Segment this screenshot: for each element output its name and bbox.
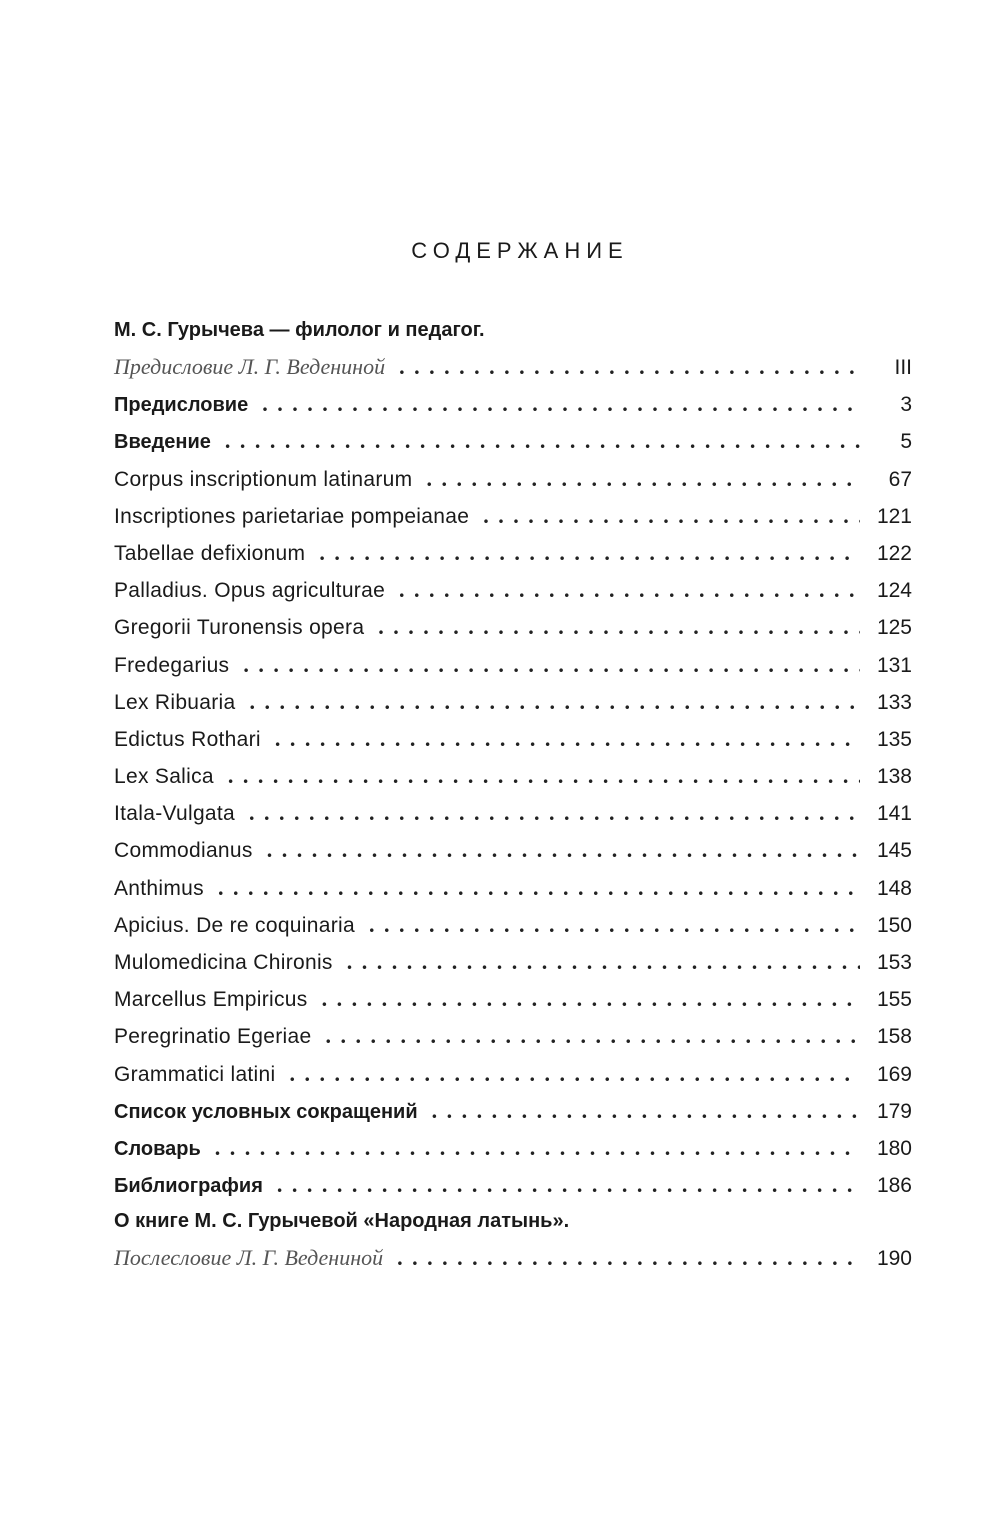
toc-entry-label: Commodianus [114, 839, 253, 863]
toc-entry[interactable] [114, 720, 912, 757]
toc-entry-label: Edictus Rothari [114, 727, 261, 751]
toc-page-number: 133 [876, 690, 912, 714]
toc-entry-label: Gregorii Turonensis opera [114, 616, 365, 640]
toc-entry[interactable] [114, 980, 912, 1017]
toc-entry[interactable] [114, 1129, 912, 1166]
dot-leader [289, 1055, 860, 1092]
toc-entry[interactable] [114, 869, 912, 906]
toc-page-number: 67 [888, 467, 912, 491]
toc-entry-label: Apicius. De re coquinaria [114, 913, 355, 937]
toc-entry[interactable] [114, 497, 912, 534]
dot-leader [243, 646, 860, 683]
dot-leader [399, 571, 860, 608]
toc-entry-label: Palladius. Opus agriculturae [114, 579, 386, 603]
dot-leader [218, 869, 860, 906]
toc-entry[interactable] [114, 571, 912, 608]
toc-entry[interactable] [114, 422, 912, 459]
toc-page-number: 141 [876, 802, 912, 826]
toc-entry-label: Lex Ribuaria [114, 690, 236, 714]
toc-page-number: 135 [876, 727, 912, 751]
dot-leader [215, 1129, 860, 1166]
toc-page-number: 131 [876, 653, 912, 677]
toc-page-number: 148 [876, 876, 912, 900]
toc-page-number: 138 [876, 765, 912, 789]
toc-entry[interactable] [114, 534, 912, 571]
toc-entry-title-line: О книге М. С. Гурычевой «Народная латынь». [114, 1210, 570, 1233]
toc-entry-afterword[interactable] [114, 1203, 912, 1276]
toc-entry[interactable] [114, 385, 912, 422]
dot-leader [277, 1166, 860, 1203]
toc-page-number: 121 [876, 504, 912, 528]
dot-leader [432, 1092, 860, 1129]
toc-entry-label: Inscriptiones parietariae pompeianae [114, 504, 470, 528]
toc-entry[interactable] [114, 1092, 912, 1129]
toc-page-number: 145 [876, 839, 912, 863]
toc-entry-label: Словарь [114, 1137, 201, 1160]
toc-page-number: 5 [900, 430, 912, 454]
toc-page-number: 180 [876, 1136, 912, 1160]
dot-leader [250, 683, 861, 720]
toc-page-number: 155 [876, 988, 912, 1012]
toc-entry[interactable] [114, 794, 912, 831]
dot-leader [378, 608, 860, 645]
dot-leader [275, 720, 860, 757]
toc-entry[interactable] [114, 683, 912, 720]
dot-leader [322, 980, 860, 1017]
dot-leader [267, 831, 860, 868]
toc-entry-label: Peregrinatio Egeriae [114, 1025, 312, 1049]
dot-leader [347, 943, 860, 980]
toc-page-number: 169 [876, 1062, 912, 1086]
toc-entry[interactable] [114, 831, 912, 868]
toc-entry-label: Предисловие Л. Г. Ведениной [114, 354, 386, 379]
toc-entry[interactable] [114, 757, 912, 794]
dot-leader [225, 422, 860, 459]
toc-page-number: 3 [900, 393, 912, 417]
toc-entry-label: Библиография [114, 1175, 263, 1198]
dot-leader [397, 1239, 860, 1276]
toc-entry[interactable] [114, 1166, 912, 1203]
toc-page-number: 124 [876, 579, 912, 603]
toc-entry-label: Lex Salica [114, 765, 214, 789]
toc-page-number: 150 [876, 913, 912, 937]
dot-leader [249, 794, 860, 831]
toc-entry-label: Предисловие [114, 394, 249, 417]
toc-entry-label: Grammatici latini [114, 1062, 276, 1086]
dot-leader [262, 385, 860, 422]
contents-heading: СОДЕРЖАНИЕ [411, 238, 629, 263]
toc-page-number: 122 [876, 541, 912, 565]
table-of-contents [114, 312, 912, 1277]
toc-entry-label: Введение [114, 431, 211, 454]
toc-page-number: 186 [876, 1174, 912, 1198]
dot-leader [228, 757, 860, 794]
toc-entry-label: Marcellus Empiricus [114, 988, 308, 1012]
toc-entry[interactable] [114, 646, 912, 683]
dot-leader [369, 906, 860, 943]
toc-entry-label: Mulomedicina Chironis [114, 951, 333, 974]
toc-page-number: 190 [876, 1247, 912, 1271]
toc-page-number: III [894, 356, 912, 379]
dot-leader [319, 534, 860, 571]
toc-entry[interactable] [114, 1055, 912, 1092]
toc-entry[interactable] [114, 1017, 912, 1054]
toc-entry-title-line: М. С. Гурычева — филолог и педагог. [114, 319, 485, 341]
dot-leader [426, 460, 860, 497]
toc-page-number: 125 [876, 616, 912, 640]
toc-entry-foreword[interactable] [114, 312, 912, 385]
toc-entry-label: Послесловие Л. Г. Ведениной [114, 1245, 384, 1271]
toc-entry-label: Itala-Vulgata [114, 802, 236, 826]
toc-entry-label: Список условных сокращений [114, 1100, 418, 1123]
toc-entry-label: Corpus inscriptionum latinarum [114, 467, 413, 491]
toc-entry-label: Fredegarius [114, 653, 230, 677]
toc-entry[interactable] [114, 906, 912, 943]
toc-entry[interactable] [114, 943, 912, 980]
toc-entry[interactable] [114, 608, 912, 645]
toc-page-number: 153 [876, 951, 912, 974]
dot-leader [399, 348, 860, 385]
toc-entry[interactable] [114, 460, 912, 497]
dot-leader [325, 1017, 860, 1054]
toc-page-number: 158 [876, 1025, 912, 1049]
toc-entry-label: Tabellae defixionum [114, 541, 306, 565]
toc-entry-label: Anthimus [114, 876, 204, 900]
toc-page-number: 179 [876, 1099, 912, 1123]
dot-leader [483, 497, 860, 534]
